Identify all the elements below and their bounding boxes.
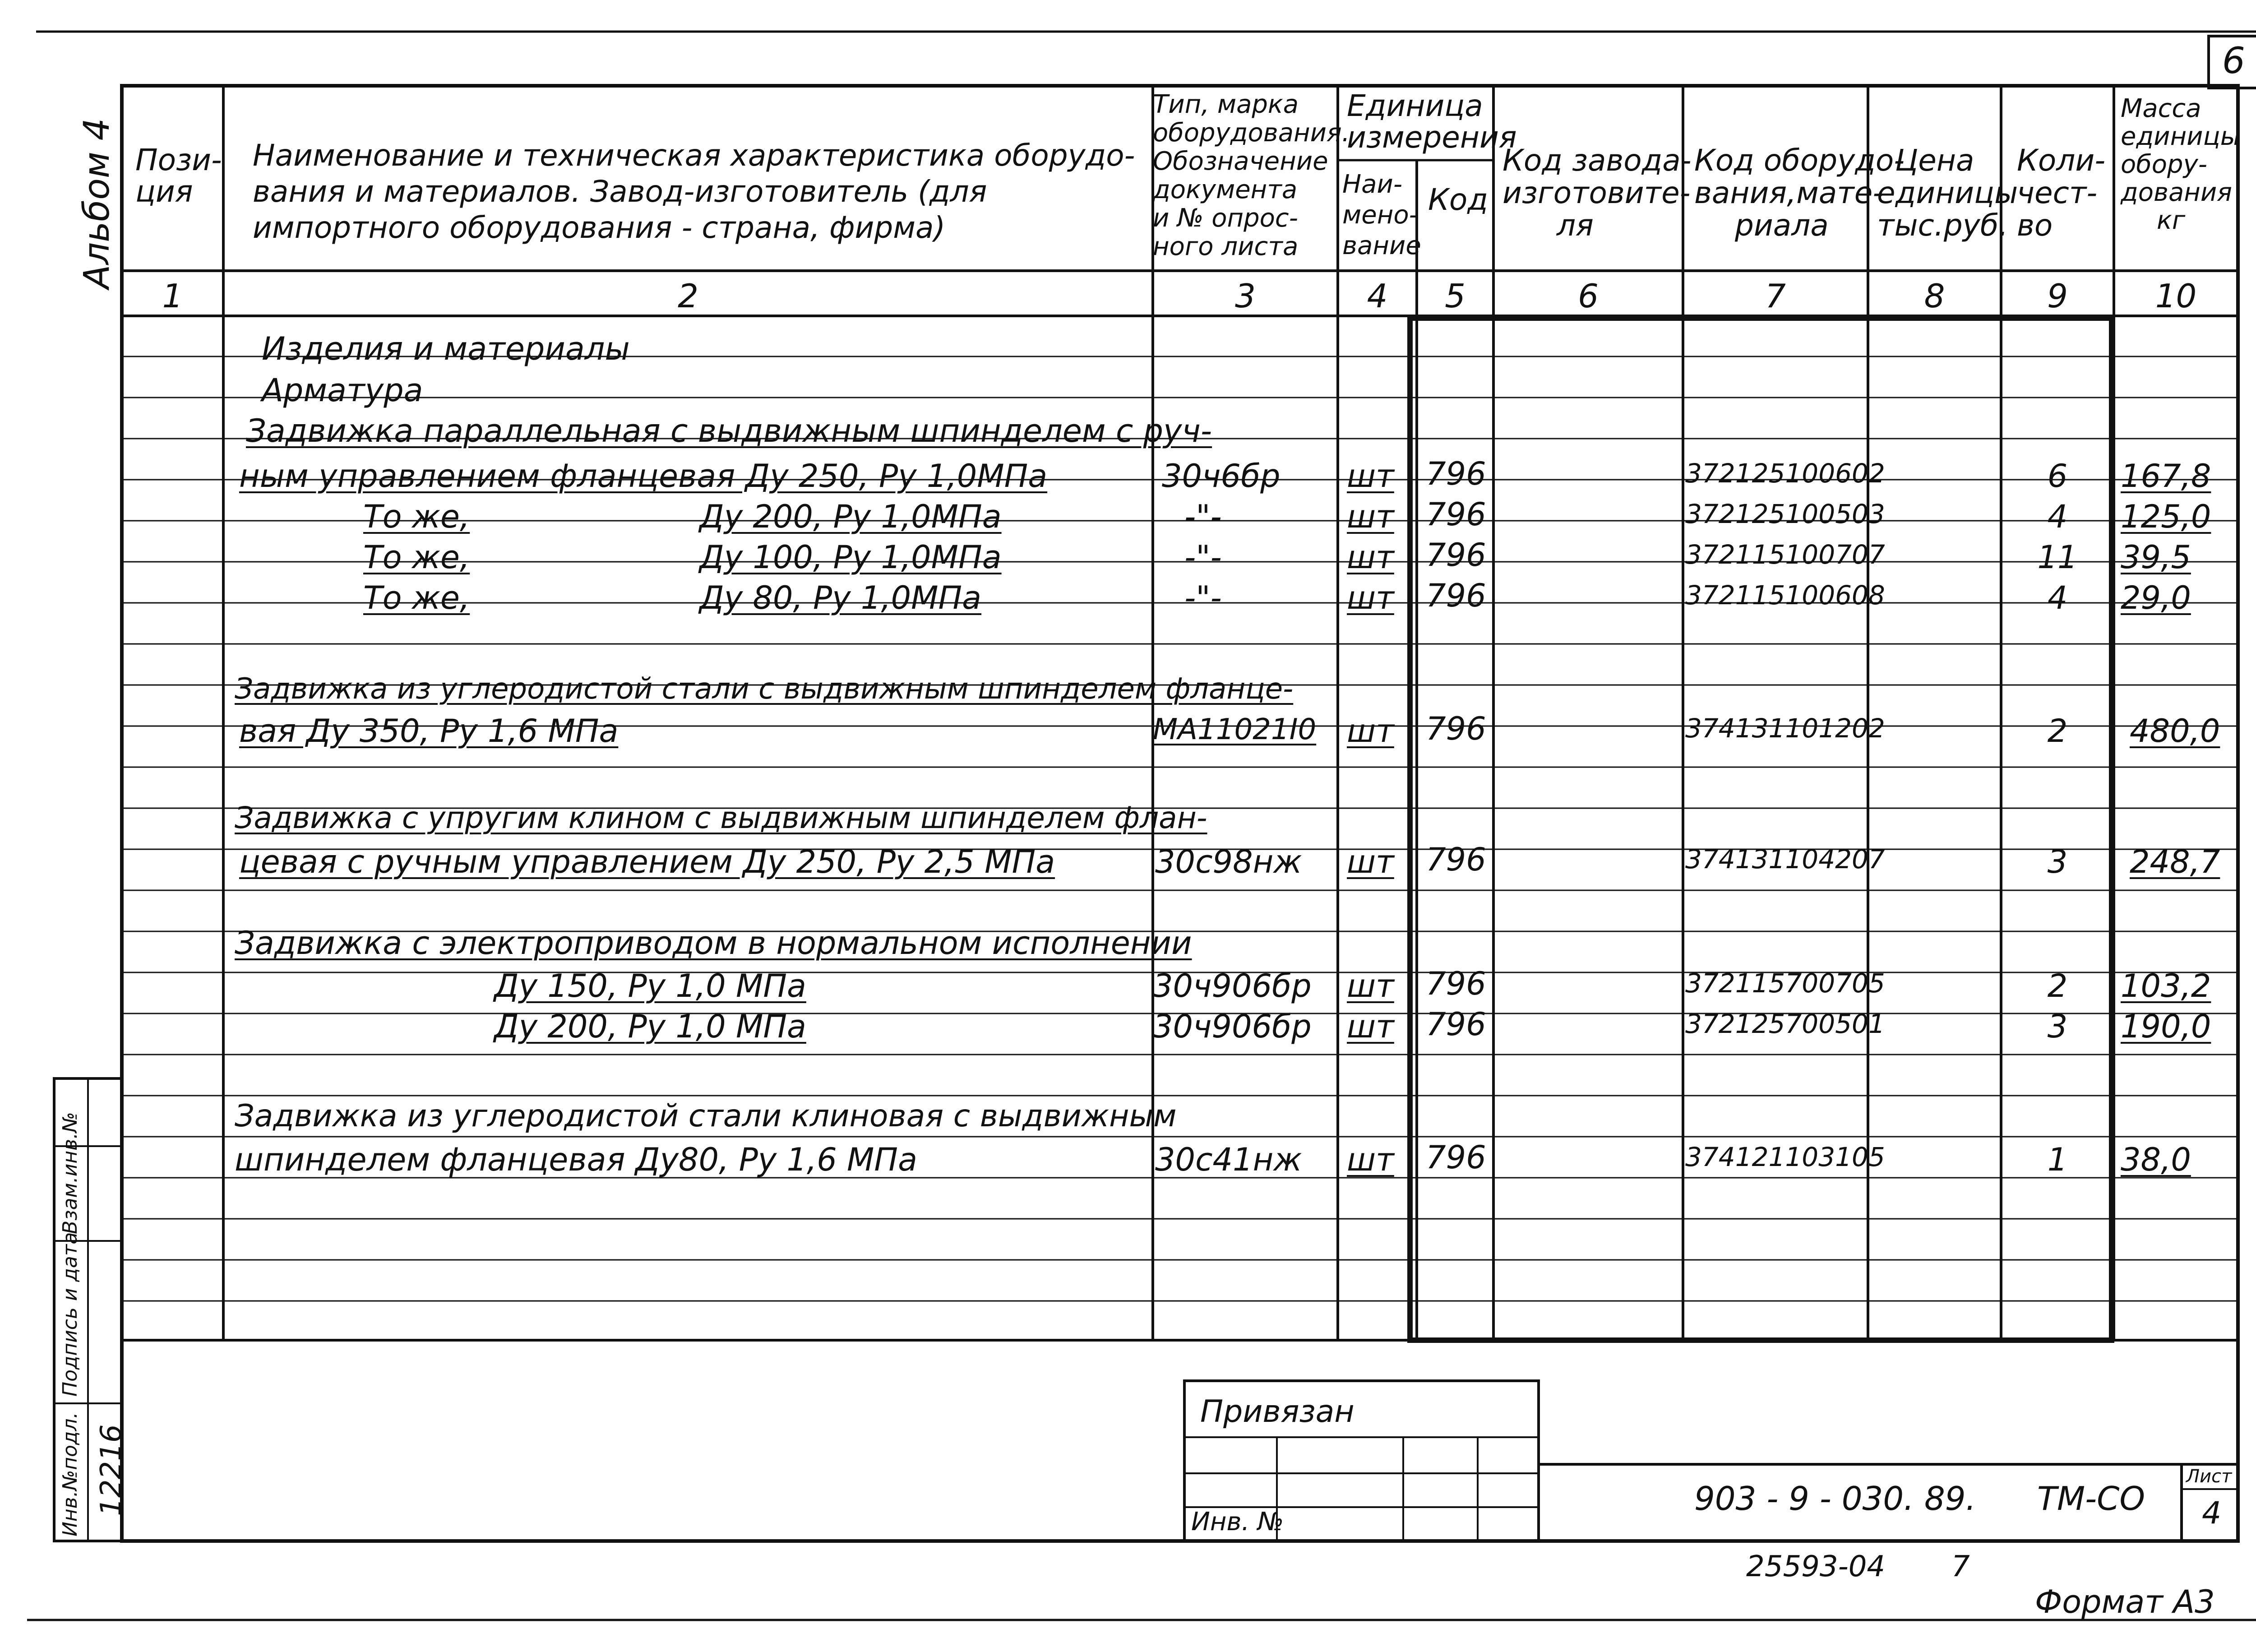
table-row-mass: 29,0 [2121, 579, 2191, 616]
header-type-line: ного листа [1153, 232, 1299, 261]
format-label: Формат А3 [2035, 1583, 2215, 1620]
sheet-number: 4 [2202, 1495, 2222, 1531]
header-unit-name-line: Наи- [1342, 170, 1403, 199]
header-name [253, 138, 1135, 246]
table-row-type: МА11021I0 [1153, 713, 1317, 746]
header-mass [2121, 95, 2240, 235]
table-row-type: -"- [1184, 539, 1222, 576]
header-type-line: Тип, марка [1153, 90, 1299, 119]
header-position-line: Пози- [135, 143, 222, 177]
table-row-name: Задвижка с электроприводом в нормальном исполнении [235, 925, 1192, 962]
header-factory-code-line: изготовите- [1502, 176, 1691, 210]
column-number: 10 [2155, 277, 2197, 315]
header-mass-line: Масса [2121, 94, 2201, 123]
table-row-params: Ду 100, Ру 1,0МПа [699, 539, 1002, 576]
header-unit-group [1347, 90, 1517, 153]
column-number: 3 [1235, 277, 1256, 315]
table-row-qty: 3 [2047, 843, 2068, 880]
header-name-line: импортного оборудования - страна, фирма) [253, 210, 946, 245]
table-row-unit: шт [1347, 1008, 1394, 1045]
header-type-line: Обозначение [1153, 147, 1328, 176]
header-price-line: тыс.руб. [1877, 208, 2008, 243]
table-row-qty: 2 [2047, 713, 2068, 750]
header-quantity [2017, 144, 2105, 242]
table-row-name: Задвижка с упругим клином с выдвижным шпинделем флан- [235, 801, 1207, 835]
table-row-code: 796 [1426, 537, 1486, 574]
table-row-name: То же, [363, 539, 470, 576]
header-unit-name-line: вание [1342, 231, 1421, 260]
header-price [1877, 144, 2018, 242]
album-label: Альбом 4 [77, 118, 117, 289]
margin-sign-date: Подпись и дата [59, 1232, 82, 1397]
sheet-label: Лист [2186, 1466, 2232, 1487]
table-row-name: Ду 200, Ру 1,0 МПа [494, 1008, 806, 1045]
table-row-type: 30ч906бр [1153, 967, 1312, 1004]
header-position-line: ция [135, 174, 193, 209]
page-number: 6 [2222, 40, 2245, 82]
header-factory-code-line: Код завода- [1502, 143, 1692, 178]
table-row-equipment-code: 372125700501 [1685, 1009, 1885, 1039]
header-mass-line: обору- [2121, 150, 2207, 179]
header-quantity-line: чест- [2017, 176, 2098, 210]
table-row-type: 30ч906бр [1153, 1008, 1312, 1045]
table-row-type: -"- [1184, 579, 1222, 616]
table-row-unit: шт [1347, 579, 1394, 616]
table-row-name: Задвижка из углеродистой стали клиновая с выдвижным [235, 1098, 1177, 1134]
table-row-name: То же, [363, 579, 470, 616]
table-row-unit: шт [1347, 843, 1394, 880]
header-type-line: документа [1153, 175, 1298, 204]
table-row-mass: 167,8 [2121, 458, 2211, 495]
table-row-type: 30с98нж [1155, 843, 1302, 880]
header-type-line: оборудования. [1153, 118, 1350, 148]
header-type [1153, 90, 1350, 261]
header-quantity-line: во [2017, 208, 2053, 243]
table-row-equipment-code: 372125100503 [1685, 499, 1885, 529]
table-row-equipment-code: 374131101202 [1685, 713, 1885, 744]
stamp-inv-no: Инв. № [1191, 1507, 1284, 1536]
table-row-equipment-code: 374121103105 [1685, 1142, 1885, 1172]
column-number: 8 [1924, 277, 1945, 315]
header-factory-code-line: ля [1557, 208, 1594, 243]
archive-sheet: 7 [1951, 1550, 1970, 1583]
table-row-qty: 4 [2047, 579, 2068, 616]
table-row-mass: 38,0 [2121, 1141, 2191, 1178]
table-row-unit: шт [1347, 539, 1394, 576]
margin-inv-podl: Инв.№подл. [59, 1412, 82, 1536]
table-row-equipment-code: 374131104207 [1685, 844, 1885, 875]
column-number: 5 [1445, 277, 1465, 315]
column-number: 4 [1367, 277, 1388, 315]
table-row-mass: 125,0 [2121, 498, 2211, 535]
table-row-name: То же, [363, 498, 470, 535]
column-number: 6 [1578, 277, 1599, 315]
header-unit-name-line: мено- [1342, 200, 1418, 230]
table-row-name: Задвижка из углеродистой стали с выдвижным шпинделем фланце- [235, 672, 1294, 706]
table-row-equipment-code: 372115100608 [1685, 580, 1885, 611]
table-row-code: 796 [1426, 841, 1486, 878]
archive-number: 25593-04 [1746, 1550, 1886, 1583]
table-row-qty: 4 [2047, 498, 2068, 535]
table-row-name: Задвижка параллельная с выдвижным шпинделем с руч- [246, 412, 1212, 449]
table-row-params: Ду 80, Ру 1,0МПа [699, 579, 982, 616]
column-number: 7 [1765, 277, 1786, 315]
table-row-equipment-code: 372115700705 [1685, 968, 1885, 999]
table-row-mass: 39,5 [2121, 539, 2191, 576]
table-row-name: Ду 150, Ру 1,0 МПа [494, 967, 806, 1004]
table-row-mass: 480,0 [2130, 713, 2220, 750]
table-row-code: 796 [1426, 496, 1486, 533]
table-row-name: ным управлением фланцевая Ду 250, Ру 1,0МПа [239, 458, 1048, 495]
table-row-name: Арматура [262, 372, 423, 409]
header-type-line: и № опрос- [1153, 204, 1298, 233]
header-equipment-code [1694, 144, 1905, 242]
table-row-params: Ду 200, Ру 1,0МПа [699, 498, 1002, 535]
table-row-unit: шт [1347, 713, 1394, 750]
table-row-unit: шт [1347, 1141, 1394, 1178]
table-row-code: 796 [1426, 710, 1486, 747]
margin-vzam-inv: Взам.инв.№ [59, 1112, 82, 1234]
table-row-unit: шт [1347, 458, 1394, 495]
table-row-type: -"- [1184, 498, 1222, 535]
header-price-line: единицы [1877, 176, 2018, 210]
column-number: 2 [678, 277, 698, 315]
header-equipment-code-line: вания,мате- [1694, 176, 1884, 210]
table-row-equipment-code: 372115100707 [1685, 539, 1885, 570]
table-row-name: вая Ду 350, Ру 1,6 МПа [239, 713, 619, 750]
stamp-attached: Привязан [1200, 1394, 1355, 1430]
header-position [135, 144, 222, 208]
header-mass-line: кг [2157, 206, 2186, 235]
margin-inv-value: 12216 [95, 1424, 128, 1516]
header-equipment-code-line: Код оборудо- [1694, 143, 1905, 178]
table-row-unit: шт [1347, 967, 1394, 1004]
header-unit-group-line: измерения [1347, 120, 1517, 155]
header-quantity-line: Коли- [2017, 143, 2106, 178]
header-price-line: Цена [1895, 143, 1974, 178]
table-row-code: 796 [1426, 455, 1486, 492]
table-row-name: Изделия и материалы [262, 330, 630, 367]
header-equipment-code-line: риала [1735, 208, 1829, 243]
column-number: 1 [162, 277, 183, 315]
header-name-line: Наименование и техническая характеристика оборудо- [253, 138, 1135, 173]
header-unit-group-line: Единица [1347, 88, 1483, 123]
table-row-mass: 103,2 [2121, 967, 2211, 1004]
table-row-code: 796 [1426, 577, 1486, 614]
table-row-code: 796 [1426, 1006, 1486, 1043]
table-row-name: цевая с ручным управлением Ду 250, Ру 2,5 МПа [239, 843, 1055, 880]
table-row-type: 30ч6бр [1162, 458, 1281, 495]
table-row-code: 796 [1426, 1139, 1486, 1176]
document-code: 903 - 9 - 030. 89. [1694, 1480, 1976, 1518]
header-unit-name [1342, 169, 1421, 261]
header-name-line: вания и материалов. Завод-изготовитель (для [253, 174, 987, 209]
table-row-equipment-code: 372125100602 [1685, 458, 1885, 489]
table-row-name: шпинделем фланцевая Ду80, Ру 1,6 МПа [235, 1141, 917, 1178]
header-factory-code [1502, 144, 1692, 242]
table-row-qty: 6 [2047, 458, 2068, 495]
table-row-qty: 11 [2037, 539, 2078, 576]
column-number: 9 [2047, 277, 2068, 315]
table-row-qty: 3 [2047, 1008, 2068, 1045]
table-row-unit: шт [1347, 498, 1394, 535]
header-unit-code: Код [1428, 182, 1488, 217]
table-row-qty: 2 [2047, 967, 2068, 1004]
table-row-code: 796 [1426, 965, 1486, 1002]
header-mass-line: единицы [2121, 122, 2240, 151]
table-row-type: 30с41нж [1155, 1141, 1302, 1178]
document-mark: ТМ-СО [2037, 1480, 2145, 1518]
table-row-mass: 248,7 [2130, 843, 2220, 880]
table-row-mass: 190,0 [2121, 1008, 2211, 1045]
header-mass-line: дования [2121, 178, 2232, 207]
table-row-qty: 1 [2047, 1141, 2068, 1178]
